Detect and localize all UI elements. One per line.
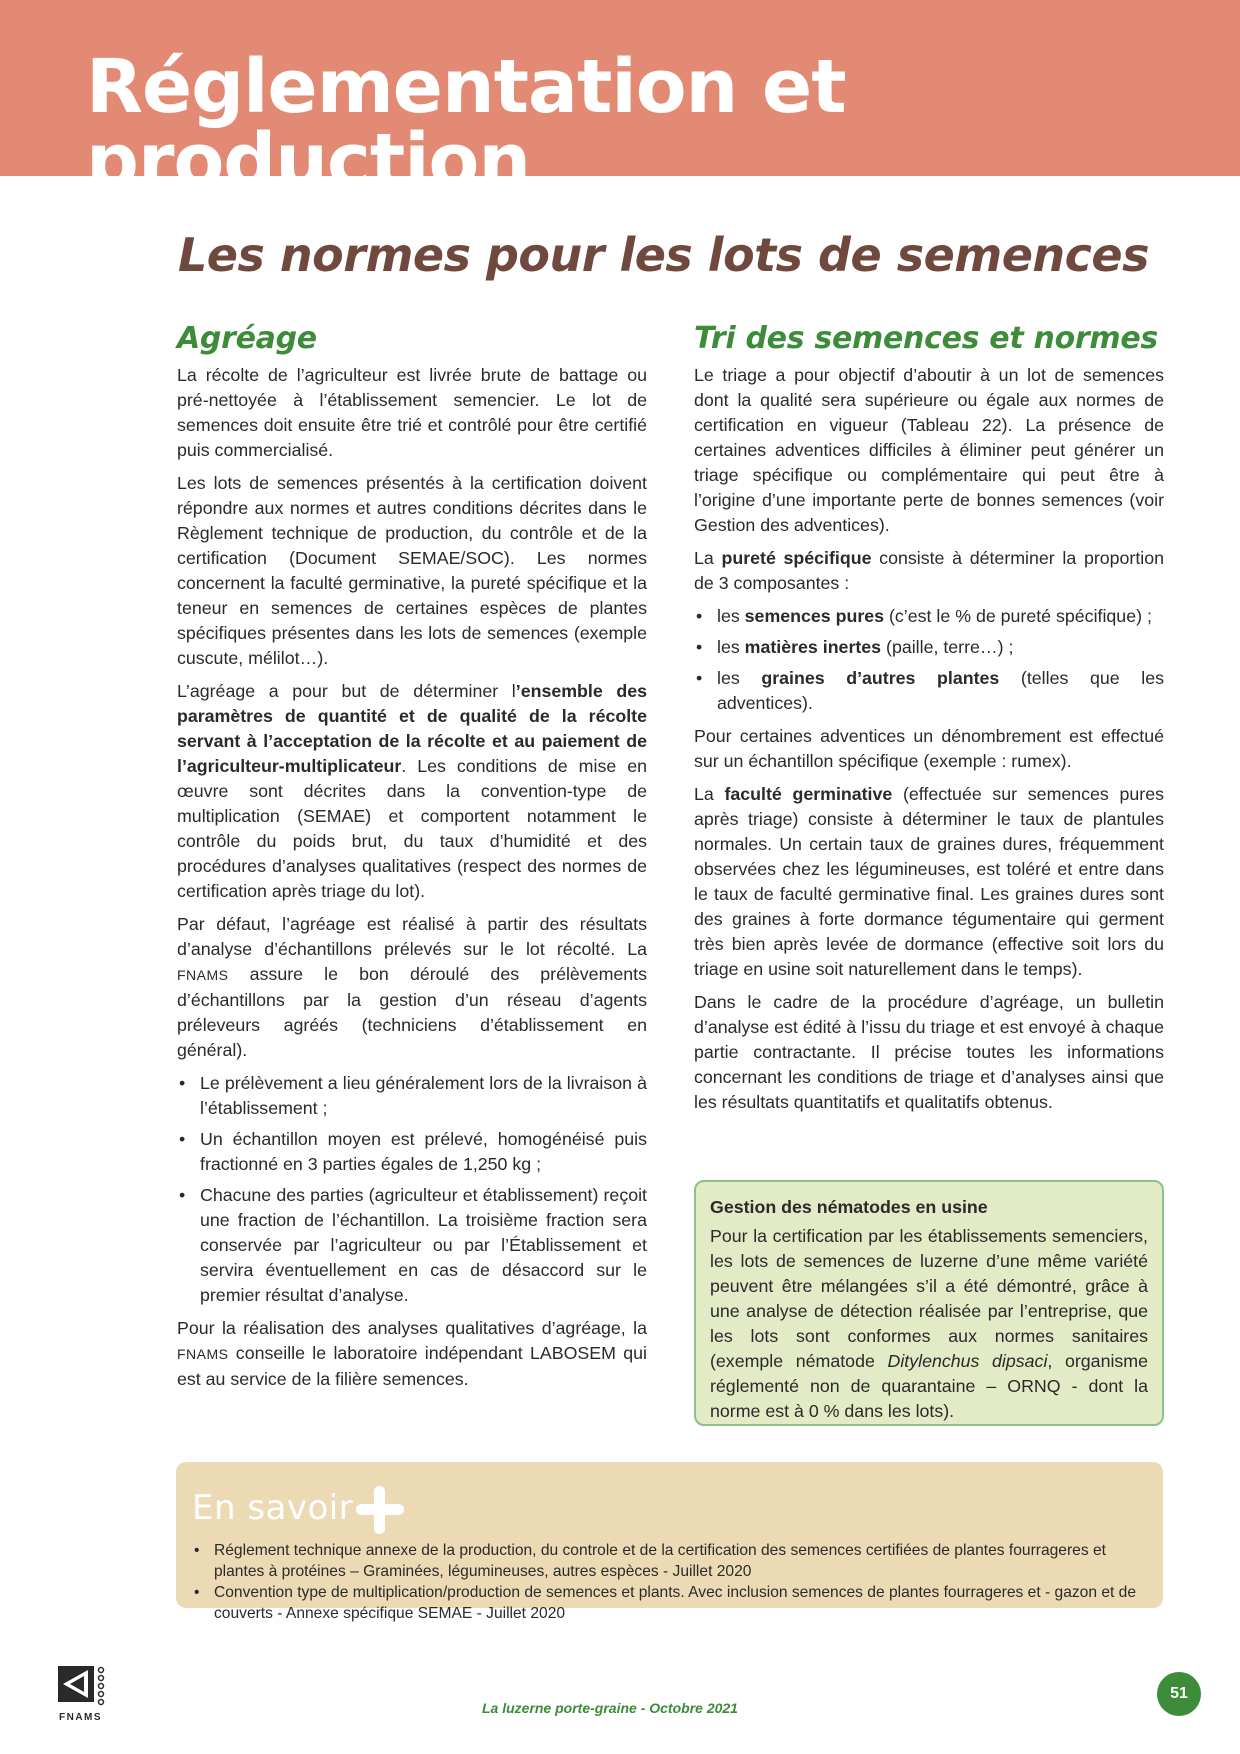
paragraph: Les lots de semences présentés à la certification doivent répondre aux normes et autres conditions décrites dans le Règlement technique de production, du contrôle et de la certification (Document SEMAE/SOC). Les normes concernent la faculté germinative, la pureté spécifique et la teneur en semences de certaines espèces de plantes spécifiques présentes dans les lots de semences (exemple cuscute, mélilot…). [177,473,647,668]
box-title: Gestion des nématodes en usine [710,1197,988,1217]
bullet-icon: • [696,668,703,688]
bullet-icon: • [696,637,703,657]
reference-list [191,1540,1151,1624]
plus-icon [354,1484,406,1536]
logo-label: FNAMS [59,1712,103,1723]
list-item: • les matières inertes (paille, terre…) ; [694,635,1164,660]
en-savoir-plus-box [176,1462,1163,1622]
paragraph: Par défaut, l’agréage est réalisé à partir des résultats d’analyse d’échantillons prélevés sur le lot récolté. La FNAMS assure le bon déroulé des prélèvements d’échantillons par la gestion d’un réseau d’agents préleveurs agréés (techniciens d’établissement en général). [177,914,647,1060]
nematode-info-box [694,1180,1164,1426]
purity-list [694,604,1164,716]
paragraph: La pureté spécifique consiste à déterminer la proportion de 3 composantes : [694,548,1165,593]
tri-heading: Tri des semences et normes [694,321,1158,356]
list-item: • les graines d’autres plantes (telles que les adventices). [696,668,1165,713]
paragraph: Pour la réalisation des analyses qualitatives d’agréage, la FNAMS conseille le laboratoire indépendant LABOSEM qui est au service de la filière semences. [177,1318,647,1389]
fnams-logo-icon [58,1664,108,1710]
bullet-icon: • [194,1584,200,1601]
bullet-icon: • [696,606,703,626]
list-item: • Un échantillon moyen est prélevé, homogénéisé puis fractionné en 3 parties égales de 1,250 kg ; [179,1129,647,1174]
section-title: Réglementation et production [86,44,846,204]
page-number-badge: 51 [1157,1672,1201,1716]
list-item: • Réglement technique annexe de la production, du controle et de la certification des semences certifiées de plantes fourrageres et plantes à protéines – Graminées, légumineuses, autres espèces - Juillet 2020 [194,1542,1106,1580]
paragraph: Le triage a pour objectif d’aboutir à un lot de semences dont la qualité sera supérieure ou égale aux normes de certification en vigueur (Tableau 22). La présence de certaines adventices difficiles à éliminer peut générer un triage spécifique ou complémentaire qui peut être à l’origine d’une importante perte de bonnes semences (voir Gestion des adventices). [694,365,1164,535]
paragraph: La faculté germinative (effectuée sur semences pures après triage) consiste à déterminer le taux de plantules normales. Un certain taux de graines dures, fréquemment observées chez les légumineuses, est toléré et entre dans le taux de faculté germinative final. Les graines dures sont des graines à forte dormance tégumentaire qui germent très bien après levée de dormance (effective soit lors du triage en usine soit naturellement dans le temps). [694,784,1164,979]
list-item: • Le prélèvement a lieu généralement lors de la livraison à l’établissement ; [179,1073,647,1118]
page-title: Les normes pour les lots de semences [178,228,1149,282]
paragraph: La récolte de l’agriculteur est livrée brute de battage ou pré-nettoyée à l’établissement semencier. Le lot de semences doit ensuite être trié et contrôlé pour être certifié puis commercialisé. [177,365,647,460]
right-column [694,322,1164,1123]
bullet-icon: • [179,1185,186,1205]
sampling-list [177,1071,647,1308]
list-item: • Chacune des parties (agriculteur et établissement) reçoit une fraction de l’échantillon. La troisième fraction sera conservée par l’agriculteur ou par l’Établissement et servira éventuellement en cas de désaccord sur le premier résultat d’analyse. [179,1185,647,1305]
en-savoir-title: En savoir [192,1488,354,1528]
agreage-heading: Agréage [177,321,317,356]
bullet-icon: • [179,1129,186,1149]
list-item: • Convention type de multiplication/production de semences et plants. Avec inclusion semences de plantes fourrageres et - gazon et de couverts - Annexe spécifique SEMAE - Juillet 2020 [194,1584,1137,1622]
paragraph: L’agréage a pour but de déterminer l’ensemble des paramètres de quantité et de qualité de la récolte servant à l’acceptation de la récolte et au paiement de l’agriculteur-multiplicateur. Les conditions de mise en œuvre sont décrites dans la convention-type de multiplication (SEMAE) et comportent notamment le contrôle du poids brut, du taux d’humidité et des procédures d’analyses qualitatives (respect des normes de certification après triage du lot). [177,681,647,901]
bullet-icon: • [179,1073,186,1093]
box-text: Pour la certification par les établissements semenciers, les lots de semences de luzerne d’une même variété peuvent être mélangées s’il a été démontré, grâce à une analyse de détection réalisée par l’entreprise, que les lots sont conformes aux normes sanitaires (exemple nématode Ditylenchus dipsaci, organisme réglementé non de quarantaine – ORNQ - dont la norme est à 0 % dans les lots). [710,1226,1149,1421]
bullet-icon: • [194,1542,200,1559]
header-banner [0,0,1240,204]
left-column [177,322,647,1400]
paragraph: Pour certaines adventices un dénombrement est effectué sur un échantillon spécifique (exemple : rumex). [694,726,1164,771]
publication-footer: La luzerne porte-graine - Octobre 2021 [482,1700,738,1716]
paragraph: Dans le cadre de la procédure d’agréage, un bulletin d’analyse est édité à l’issu du triage et est envoyé à chaque partie contractante. Il précise toutes les informations concernant les conditions de triage et d’analyses ainsi que les résultats quantitatifs et qualitatifs obtenus. [694,992,1164,1112]
list-item: • les semences pures (c’est le % de pureté spécifique) ; [694,604,1164,629]
